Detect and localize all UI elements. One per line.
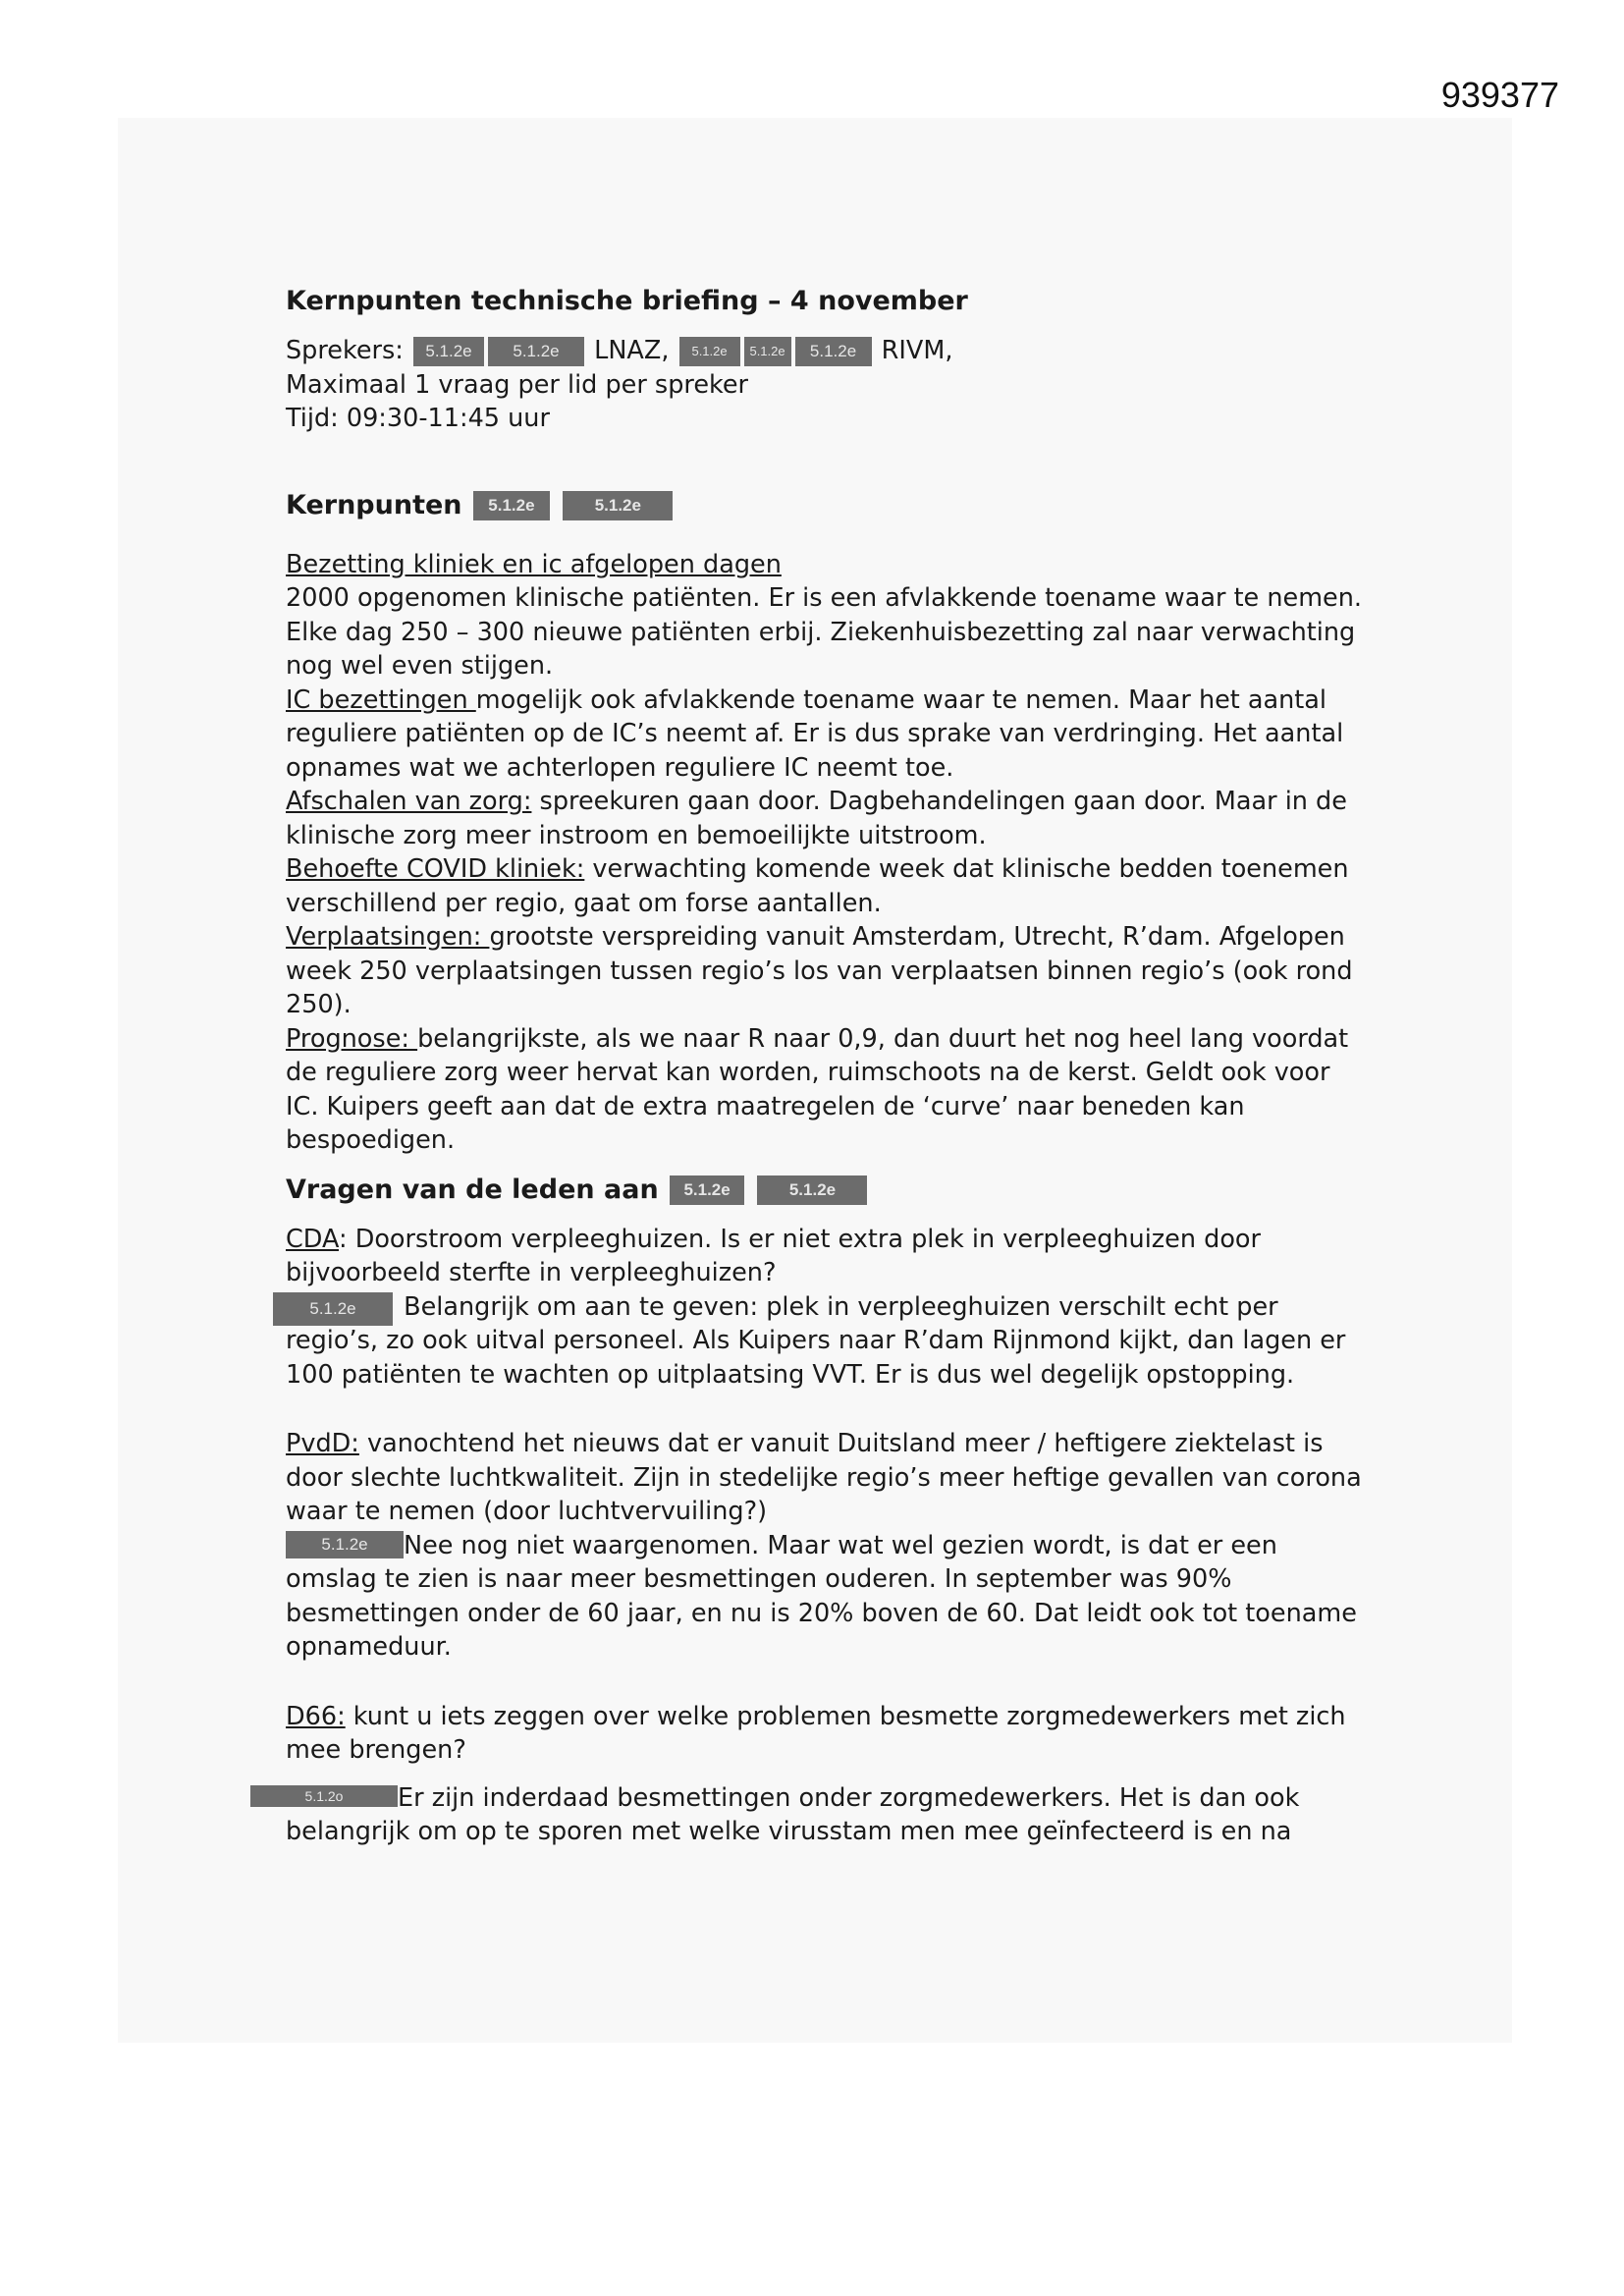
- document-number: 939377: [1440, 75, 1559, 115]
- redaction-box: 5.1.2o: [250, 1785, 398, 1807]
- pvdd-question: PvdD: vanochtend het nieuws dat er vanuit Duitsland meer / heftigere ziektelast is door slechte luchtkwaliteit. Zijn in stedelijke regio’s meer heftige gevallen van corona waar te nemen (door luchtvervuiling?): [286, 1429, 1362, 1526]
- redaction-box: 5.1.2e: [273, 1292, 393, 1326]
- kernpunten-heading: Kernpunten 5.1.2e 5.1.2e: [286, 487, 1366, 524]
- d66-question: D66: kunt u iets zeggen over welke problemen besmette zorgmedewerkers met zich mee brengen?: [286, 1701, 1346, 1765]
- pvdd-answer: 5.1.2e Nee nog niet waargenomen. Maar wat wel gezien wordt, is dat er een omslag te zien is naar meer besmettingen ouderen. In september was 90% besmettingen onder de 60 jaar, en nu is 20% boven de 60. Dat leidt ook tot toename opnameduur.: [286, 1530, 1357, 1662]
- prognose-paragraph: Prognose: belangrijkste, als we naar R naar 0,9, dan duurt het nog heel lang voordat de reguliere zorg weer hervat kan worden, ruimschoots na de kerst. Geldt ook voor IC. Kuipers geeft aan dat de extra maatregelen de ‘curve’ naar beneden kan bespoedigen.: [286, 1023, 1349, 1155]
- behoefte-paragraph: Behoefte COVID kliniek: verwachting komende week dat klinische bedden toenemen verschillend per regio, gaat om forse aantallen.: [286, 854, 1349, 918]
- redaction-box: 5.1.2e: [563, 491, 673, 520]
- redaction-box: 5.1.2e: [679, 337, 740, 366]
- redaction-box: 5.1.2e: [286, 1531, 404, 1558]
- document-body: [286, 283, 1366, 1849]
- cda-question: CDA: Doorstroom verpleeghuizen. Is er niet extra plek in verpleeghuizen door bijvoorbeeld sterfte in verpleeghuizen?: [286, 1224, 1262, 1287]
- redaction-box: 5.1.2e: [670, 1175, 744, 1205]
- time-line: Tijd: 09:30-11:45 uur: [286, 404, 550, 433]
- vragen-heading: Vragen van de leden aan 5.1.2e 5.1.2e: [286, 1172, 1366, 1209]
- afschalen-paragraph: Afschalen van zorg: spreekuren gaan door. Dagbehandelingen gaan door. Maar in de klinische zorg meer instroom en bemoeilijkte uitstroom.: [286, 787, 1347, 850]
- cda-answer: 5.1.2e Belangrijk om aan te geven: plek in verpleeghuizen verschilt echt per regio’s, zo ook uitval personeel. Als Kuipers naar R’dam Rijnmond kijkt, dan lagen er 100 patiënten te wachten op uitplaatsing VVT. Er is dus wel degelijk opstopping.: [286, 1290, 1366, 1393]
- redaction-box: 5.1.2e: [757, 1175, 867, 1205]
- speakers-line: Sprekers: 5.1.2e 5.1.2e LNAZ, 5.1.2e 5.1.2e 5.1.2e RIVM,: [286, 336, 953, 365]
- bezetting-heading: Bezetting kliniek en ic afgelopen dagen: [286, 549, 782, 579]
- document-title: Kernpunten technische briefing – 4 november: [286, 286, 968, 316]
- redaction-box: 5.1.2e: [795, 337, 872, 366]
- verplaatsingen-paragraph: Verplaatsingen: grootste verspreiding vanuit Amsterdam, Utrecht, R’dam. Afgelopen week 250 verplaatsingen tussen regio’s los van verplaatsen binnen regio’s (ook rond 250).: [286, 922, 1353, 1019]
- ic-paragraph: IC bezettingen mogelijk ook afvlakkende toename waar te nemen. Maar het aantal reguliere patiënten op de IC’s neemt af. Er is dus sprake van verdringing. Het aantal opnames wat we achterlopen reguliere IC neemt toe.: [286, 684, 1344, 783]
- d66-answer: 5.1.2o Er zijn inderdaad besmettingen onder zorgmedewerkers. Het is dan ook belangrijk om op te sporen met welke virusstam men mee geïnfecteerd is en na: [286, 1781, 1366, 1849]
- bezetting-text: 2000 opgenomen klinische patiënten. Er is een afvlakkende toename waar te nemen. Elke dag 250 – 300 nieuwe patiënten erbij. Ziekenhuisbezetting zal naar verwachting nog wel even stijgen.: [286, 583, 1363, 681]
- max-questions-line: Maximaal 1 vraag per lid per spreker: [286, 369, 749, 400]
- redaction-box: 5.1.2e: [473, 491, 550, 520]
- redaction-box: 5.1.2e: [488, 337, 584, 366]
- redaction-box: 5.1.2e: [744, 337, 791, 366]
- redaction-box: 5.1.2e: [413, 337, 484, 366]
